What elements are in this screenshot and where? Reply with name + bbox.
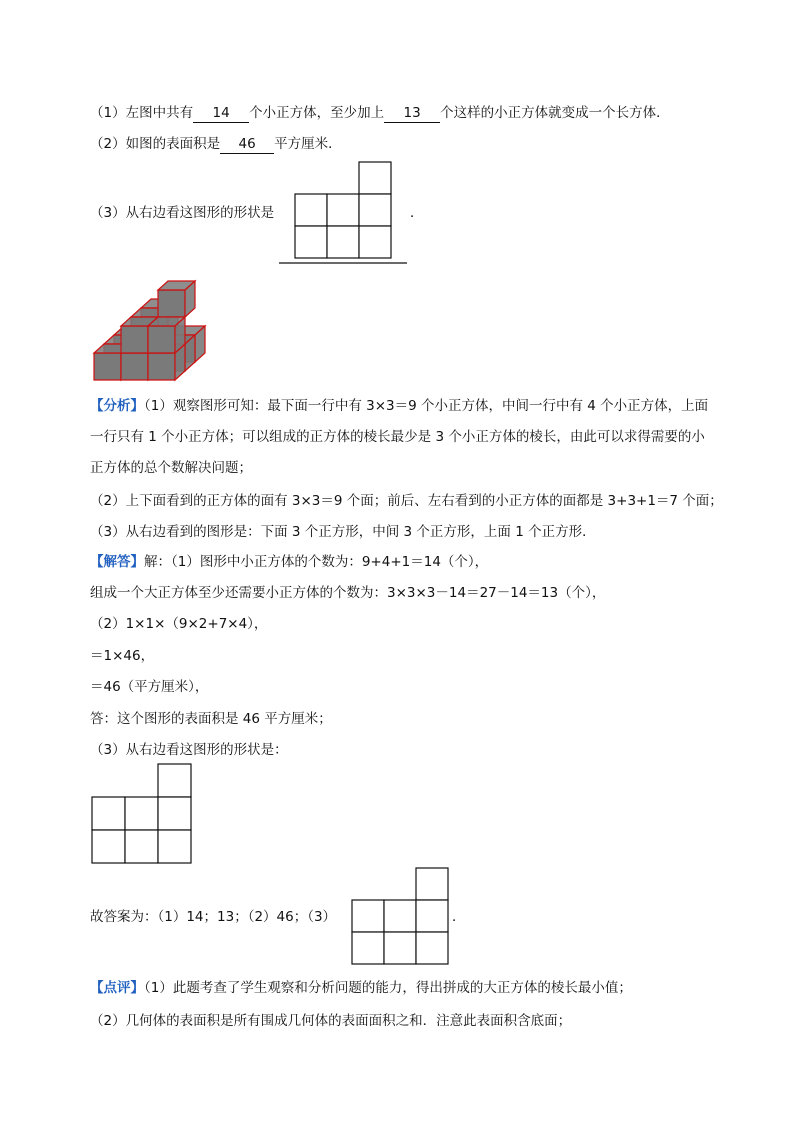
comment-line-1: 【点评】（1）此题考查了学生观察和分析问题的能力，得出拼成的大正方体的棱长最小值； <box>90 980 632 996</box>
answer-blank-2: 13 <box>384 104 440 123</box>
analysis-tag: 【分析】 <box>90 398 144 414</box>
question-3-end: ． <box>410 205 424 221</box>
cube-front-face <box>148 326 175 353</box>
solution-line-1: 【解答】解：（1）图形中小正方体的个数为：9+4+1＝14（个）， <box>90 554 489 570</box>
solution-line-4: ＝1×46， <box>90 648 155 664</box>
solution-line-7: （3）从右边看这图形的形状是： <box>90 742 288 758</box>
analysis-line-2: 一行只有 1 个小正方体；可以组成的正方体的棱长最少是 3 个小正方体的棱长，由此可以求得需要的小 <box>90 429 705 445</box>
answer-blank-3: 46 <box>220 135 274 154</box>
solution-tag: 【解答】 <box>90 554 144 570</box>
comment-line-2: （2）几何体的表面积是所有围成几何体的表面面积之和．注意此表面积含底面； <box>90 1013 572 1029</box>
question-2: （2）如图的表面积是 46 平方厘米． <box>90 136 342 152</box>
solution-line-6: 答：这个图形的表面积是 46 平方厘米； <box>90 711 332 727</box>
analysis-line-5: （3）从右边看到的图形是：下面 3 个正方形，中间 3 个正方形，上面 1 个正方形． <box>90 524 596 540</box>
side-view-figure <box>293 161 413 266</box>
solution-line-3: （2）1×1×（9×2+7×4）， <box>90 616 268 632</box>
comment-tag: 【点评】 <box>90 980 144 996</box>
cube-front-face <box>94 353 121 380</box>
analysis-line-1: 【分析】（1）观察图形可知：最下面一行中有 3×3＝9 个小正方体，中间一行中有 4 个小正方体，上面 <box>90 398 709 414</box>
analysis-line-4: （2）上下面看到的正方体的面有 3×3＝9 个面；前后、左右看到的小正方体的面都是 3+3+1＝7 个面； <box>90 493 723 509</box>
question-1: （1）左图中共有 14 个小正方体，至少加上 13 个这样的小正方体就变成一个长方体． <box>90 105 670 121</box>
cube <box>158 281 195 317</box>
question-3: （3）从右边看这图形的形状是 <box>90 205 275 221</box>
solution-side-view-figure <box>90 763 194 867</box>
cube-front-face <box>158 290 185 317</box>
solution-line-5: ＝46（平方厘米）， <box>90 679 209 695</box>
cube-front-face <box>121 353 148 380</box>
answer-line-end: ． <box>452 909 466 925</box>
cube-front-face <box>121 326 148 353</box>
cube-stack-figure <box>92 268 212 388</box>
answer-line: 故答案为：（1）14；13；（2）46；（3） <box>90 909 337 925</box>
cube <box>148 317 185 353</box>
cube-front-face <box>148 353 175 380</box>
answer-blank-1: 14 <box>193 104 249 123</box>
answer-side-view-figure <box>349 867 453 967</box>
analysis-line-3: 正方体的总个数解决问题； <box>90 460 252 476</box>
solution-line-2: 组成一个大正方体至少还需要小正方体的个数为：3×3×3－14＝27－14＝13（个）， <box>90 585 606 601</box>
